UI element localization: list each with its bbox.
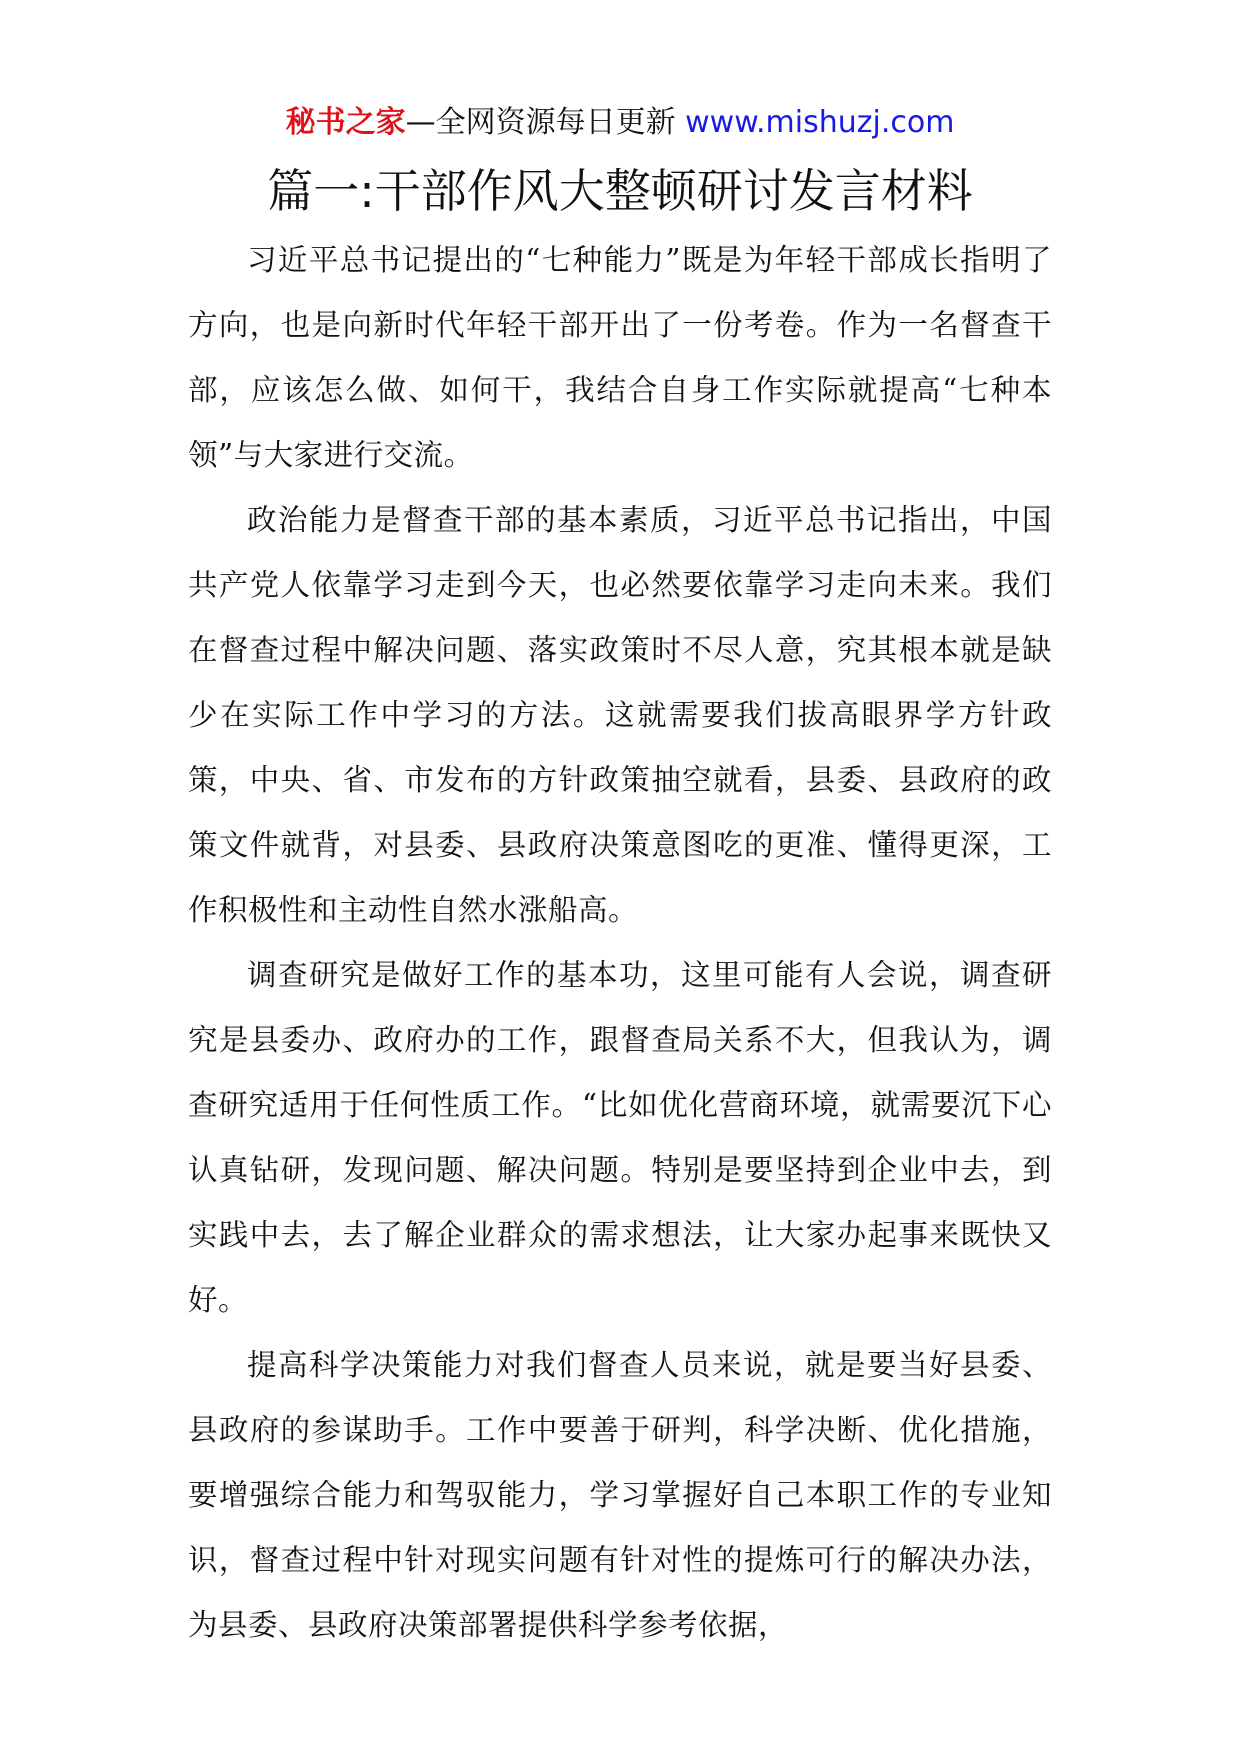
- document-title: 篇一:干部作风大整顿研讨发言材料: [267, 164, 973, 218]
- document-body: [188, 228, 1052, 1658]
- site-url[interactable]: www.mishuzj.com: [685, 105, 955, 140]
- paragraph-4: 提高科学决策能力对我们督查人员来说，就是要当好县委、县政府的参谋助手。工作中要善于研判，科学决断、优化措施，要增强综合能力和驾驭能力，学习掌握好自己本职工作的专业知识，督查过程中针对现实问题有针对性的提炼可行的解决办法，为县委、县政府决策部署提供科学参考依据，: [188, 1348, 1052, 1642]
- header-slogan: —全网资源每日更新: [405, 105, 686, 140]
- paragraph-3: 调查研究是做好工作的基本功，这里可能有人会说，调查研究是县委办、政府办的工作，跟督查局关系不大，但我认为，调查研究适用于任何性质工作。“比如优化营商环境，就需要沉下心认真钻研，发现问题、解决问题。特别是要坚持到企业中去，到实践中去，去了解企业群众的需求想法，让大家办起事来既快又好。: [188, 958, 1052, 1317]
- brand-name: 秘书之家: [285, 105, 406, 140]
- paragraph-2: 政治能力是督查干部的基本素质，习近平总书记指出，中国共产党人依靠学习走到今天，也必然要依靠学习走向未来。我们在督查过程中解决问题、落实政策时不尽人意，究其根本就是缺少在实际工作中学习的方法。这就需要我们拔高眼界学方针政策，中央、省、市发布的方针政策抽空就看，县委、县政府的政策文件就背，对县委、县政府决策意图吃的更准、懂得更深，工作积极性和主动性自然水涨船高。: [188, 503, 1052, 927]
- paragraph-1: 习近平总书记提出的“七种能力”既是为年轻干部成长指明了方向，也是向新时代年轻干部开出了一份考卷。作为一名督查干部，应该怎么做、如何干，我结合自身工作实际就提高“七种本领”与大家进行交流。: [188, 243, 1052, 472]
- site-header: [0, 100, 1240, 146]
